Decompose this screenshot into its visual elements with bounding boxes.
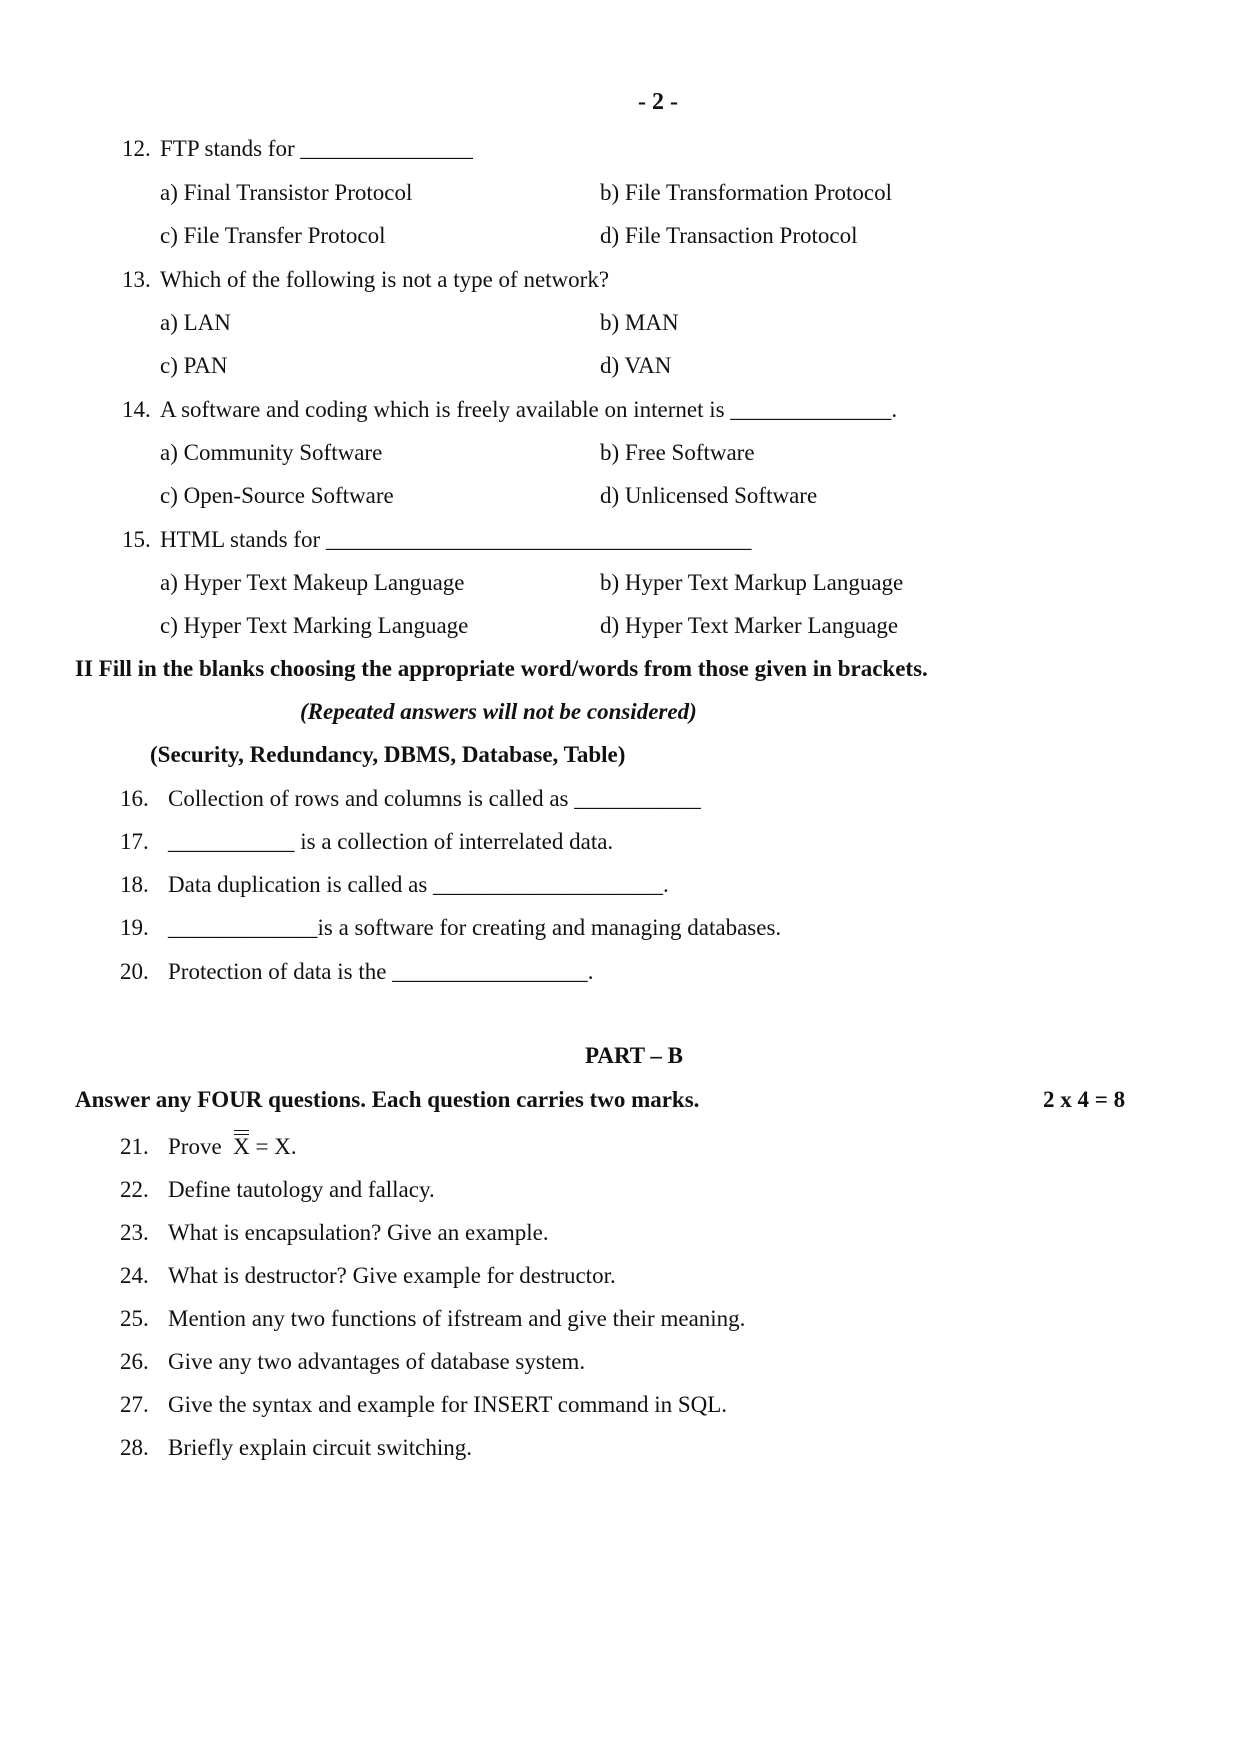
part-instruction: Answer any FOUR questions. Each question carries two marks.	[75, 1087, 700, 1112]
section-heading: II Fill in the blanks choosing the appropriate word/words from those given in brackets.	[75, 656, 928, 681]
option-d: d) Hyper Text Marker Language	[600, 613, 899, 638]
question-number: 26.	[120, 1349, 149, 1374]
question-text: Which of the following is not a type of network?	[160, 267, 610, 292]
option-a: a) LAN	[160, 310, 231, 335]
option-c: c) Hyper Text Marking Language	[160, 613, 469, 638]
question-text: Data duplication is called as ____________________.	[168, 872, 669, 897]
option-b: b) MAN	[600, 310, 679, 335]
question-number: 18.	[120, 872, 149, 897]
option-b: b) File Transformation Protocol	[600, 180, 892, 205]
question-number: 23.	[120, 1220, 149, 1245]
question-number: 14.	[122, 397, 151, 422]
question-text: Protection of data is the _________________.	[168, 959, 594, 984]
question-number: 24.	[120, 1263, 149, 1288]
question-text: Give the syntax and example for INSERT command in SQL.	[168, 1392, 728, 1417]
question-text: Briefly explain circuit switching.	[168, 1435, 473, 1460]
question-number: 17.	[120, 829, 149, 854]
question-text: Define tautology and fallacy.	[168, 1177, 435, 1202]
question-number: 16.	[120, 786, 149, 811]
question-text: What is destructor? Give example for destructor.	[168, 1263, 616, 1288]
word-bank: (Security, Redundancy, DBMS, Database, Table)	[150, 742, 626, 767]
question-text: HTML stands for _____________________________________	[160, 527, 752, 552]
question-text: Collection of rows and columns is called as ___________	[168, 786, 701, 811]
question-number: 20.	[120, 959, 149, 984]
option-c: c) Open-Source Software	[160, 483, 394, 508]
option-a: a) Hyper Text Makeup Language	[160, 570, 465, 595]
question-text: _____________is a software for creating and managing databases.	[168, 915, 782, 940]
option-d: d) Unlicensed Software	[600, 483, 818, 508]
option-c: c) PAN	[160, 353, 228, 378]
section-note: (Repeated answers will not be considered)	[300, 699, 697, 724]
question-number: 27.	[120, 1392, 149, 1417]
question-number: 12.	[122, 136, 151, 161]
option-c: c) File Transfer Protocol	[160, 223, 386, 248]
question-text: FTP stands for _______________	[160, 136, 473, 161]
option-a: a) Community Software	[160, 440, 383, 465]
question-number: 21.	[120, 1134, 149, 1159]
option-b: b) Hyper Text Markup Language	[600, 570, 904, 595]
question-number: 25.	[120, 1306, 149, 1331]
option-d: d) VAN	[600, 353, 672, 378]
question-text: ___________ is a collection of interrelated data.	[168, 829, 614, 854]
marks-label: 2 x 4 = 8	[1043, 1087, 1126, 1112]
prove-label: Prove	[168, 1134, 222, 1159]
double-complement-symbol: X	[233, 1134, 250, 1159]
equality-text: = X.	[255, 1134, 297, 1159]
question-number: 19.	[120, 915, 149, 940]
question-number: 13.	[122, 267, 151, 292]
option-d: d) File Transaction Protocol	[600, 223, 858, 248]
question-number: 28.	[120, 1435, 149, 1460]
question-text: What is encapsulation? Give an example.	[168, 1220, 549, 1245]
question-text	[168, 1135, 297, 1158]
question-text: Mention any two functions of ifstream and give their meaning.	[168, 1306, 746, 1331]
page-number: - 2 -	[638, 89, 678, 115]
option-b: b) Free Software	[600, 440, 755, 465]
option-a: a) Final Transistor Protocol	[160, 180, 413, 205]
question-text: Give any two advantages of database system.	[168, 1349, 586, 1374]
question-number: 15.	[122, 527, 151, 552]
question-number: 22.	[120, 1177, 149, 1202]
part-title: PART – B	[585, 1043, 684, 1068]
question-text: A software and coding which is freely available on internet is ______________.	[160, 397, 898, 422]
